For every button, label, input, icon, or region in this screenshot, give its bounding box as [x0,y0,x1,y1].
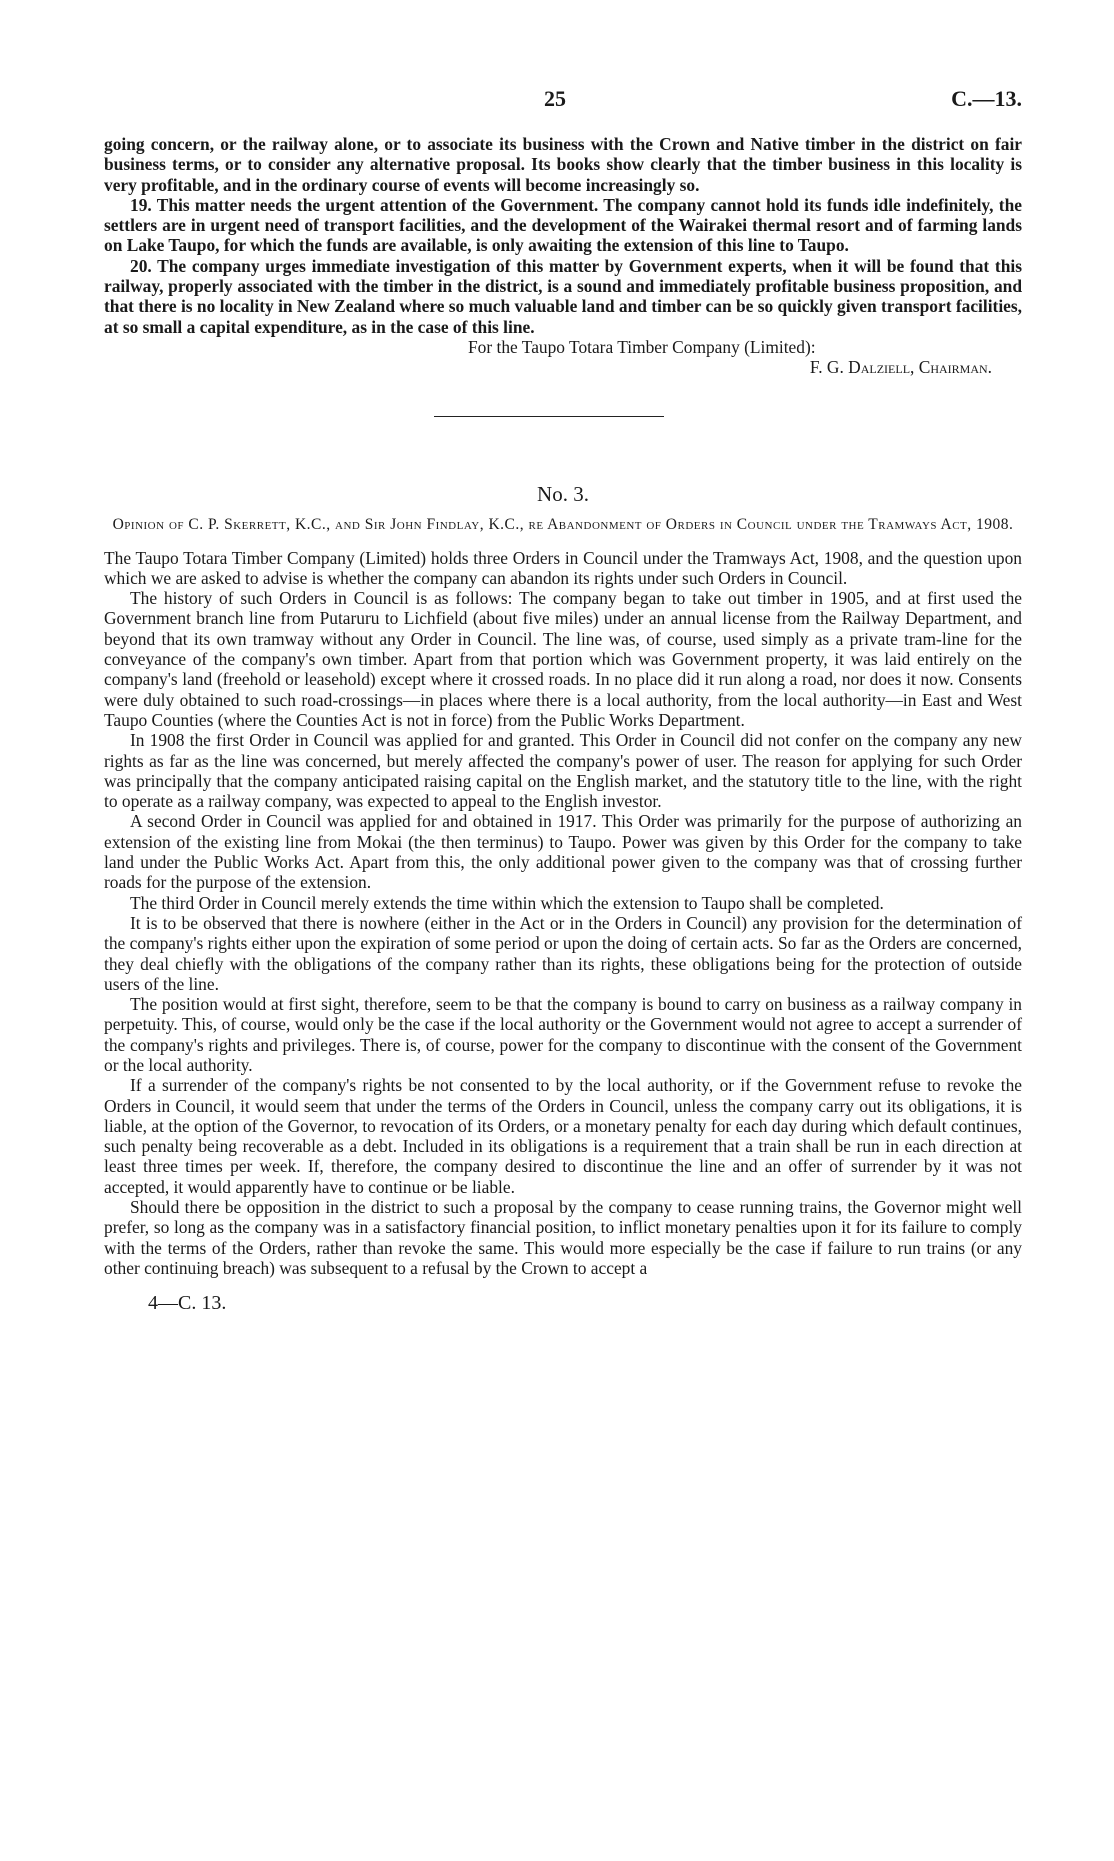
body-paragraph: In 1908 the first Order in Council was applied for and granted. This Order in Council did not confer on the company any new rights as far as the line was concerned, but merely affected the company's power of user. The reason for applying for such Order was principally that the company anticipated raising capital on the English market, and the statutory title to the line, with the right to operate as a railway company, was expected to appeal to the English investor. [104,730,1022,812]
signature-company: For the Taupo Totara Timber Company (Limited): [468,336,816,357]
body-paragraph: Should there be opposition in the district to such a proposal by the company to cease running trains, the Governor might well prefer, so long as the company was in a satisfactory financial position, to inflict monetary penalties upon it for its failure to comply with the terms of the Orders, rather than revoke the same. This would more especially be the case if failure to run trains (or any other continuing breach) was subsequent to a refusal by the Crown to accept a [104,1197,1022,1278]
section-title: Opinion of C. P. Skerrett, K.C., and Sir John Findlay, K.C., re Abandonment of Orders in Council under the Tramways Act, 1908. [112,515,1014,533]
signature-mark: 4—C. 13. [148,1292,227,1315]
body-paragraph: The history of such Orders in Council is as follows: The company began to take out timber in 1905, and at first used the Government branch line from Putaruru to Lichfield (about five miles) under an annual license from the Railway Department, and beyond that its own tramway without any Order in Council. The line was, of course, used simply as a private tram-line for the conveyance of the company's own timber. Apart from that portion which was Government property, it was laid entirely on the company's land (freehold or leasehold) except where it crossed roads. In no place did it run along a road, nor does it now. Consents were duly obtained to such road-crossings—in places where there is a local authority, from the local authority—in East and West Taupo Counties (where the Counties Act is not in force) from the Public Works Department. [104,588,1022,730]
document-page [104,86,1022,1315]
opinion-body [104,548,1022,1279]
section-number: No. 3. [537,481,589,506]
intro-paragraph: 19. This matter needs the urgent attention of the Government. The company cannot hold its funds idle indefinitely, the settlers are in urgent need of transport facilities, and the development of the Wairakei thermal resort and of farming lands on Lake Taupo, for which the funds are available, is only awaiting the extension of this line to Taupo. [104,194,1022,256]
document-reference: C.—13. [951,86,1022,111]
signature-name: F. G. Dalziell, Chairman. [809,357,992,378]
body-paragraph: The Taupo Totara Timber Company (Limited) holds three Orders in Council under the Tramways Act, 1908, and the question upon which we are asked to advise is whether the company can abandon its rights under such Orders in Council. [104,547,1022,588]
intro-paragraph: 20. The company urges immediate investigation of this matter by Government experts, when it will be found that this railway, properly associated with the timber in the district, is a sound and immediately profitable business proposition, and that there is no locality in New Zealand where so much valuable land and timber can be so quickly given transport facilities, at so small a capital expenditure, as in the case of this line. [104,255,1022,337]
section-divider [434,416,664,417]
body-paragraph: A second Order in Council was applied for and obtained in 1917. This Order was primarily for the purpose of authorizing an extension of the existing line from Mokai (the then terminus) to Taupo. Power was given by this Order for the company to take land under the Public Works Act. Apart from this, the only additional power given to the company was that of crossing further roads for the purpose of the extension. [104,811,1022,893]
page-header [104,86,1022,134]
intro-section [104,134,1022,337]
body-paragraph: The position would at first sight, therefore, seem to be that the company is bound to carry on business as a railway company in perpetuity. This, of course, would only be the case if the local authority or the Government would not agree to accept a surrender of the company's rights and privileges. There is, of course, power for the company to discontinue with the consent of the Government or the local authority. [104,994,1022,1075]
body-paragraph: It is to be observed that there is nowhere (either in the Act or in the Orders in Council) any provision for the determination of the company's rights either upon the expiration of some period or upon the doing of certain acts. So far as the Orders are concerned, they deal chiefly with the obligations of the company rather than its rights, these obligations being for the protection of outside users of the line. [104,912,1022,994]
page-number: 25 [544,86,566,111]
body-paragraph: The third Order in Council merely extends the time within which the extension to Taupo shall be completed. [130,892,884,913]
body-paragraph: If a surrender of the company's rights be not consented to by the local authority, or if the Government refuse to revoke the Orders in Council, it would seem that under the terms of the Orders in Council, unless the company carry out its obligations, it is liable, at the option of the Governor, to revocation of its Orders, or a monetary penalty for each day during which default continues, such penalty being recoverable as a debt. Included in its obligations is a requirement that a train shall be run in each direction at least three times per week. If, therefore, the company desired to discontinue the line and an offer of surrender by it was not accepted, it would apparently have to continue or be liable. [104,1075,1022,1197]
intro-paragraph: going concern, or the railway alone, or to associate its business with the Crown and Native timber in the district on fair business terms, or to consider any alternative proposal. Its books show clearly that the timber business in this locality is very profitable, and in the ordinary course of events will become increasingly so. [104,134,1022,195]
